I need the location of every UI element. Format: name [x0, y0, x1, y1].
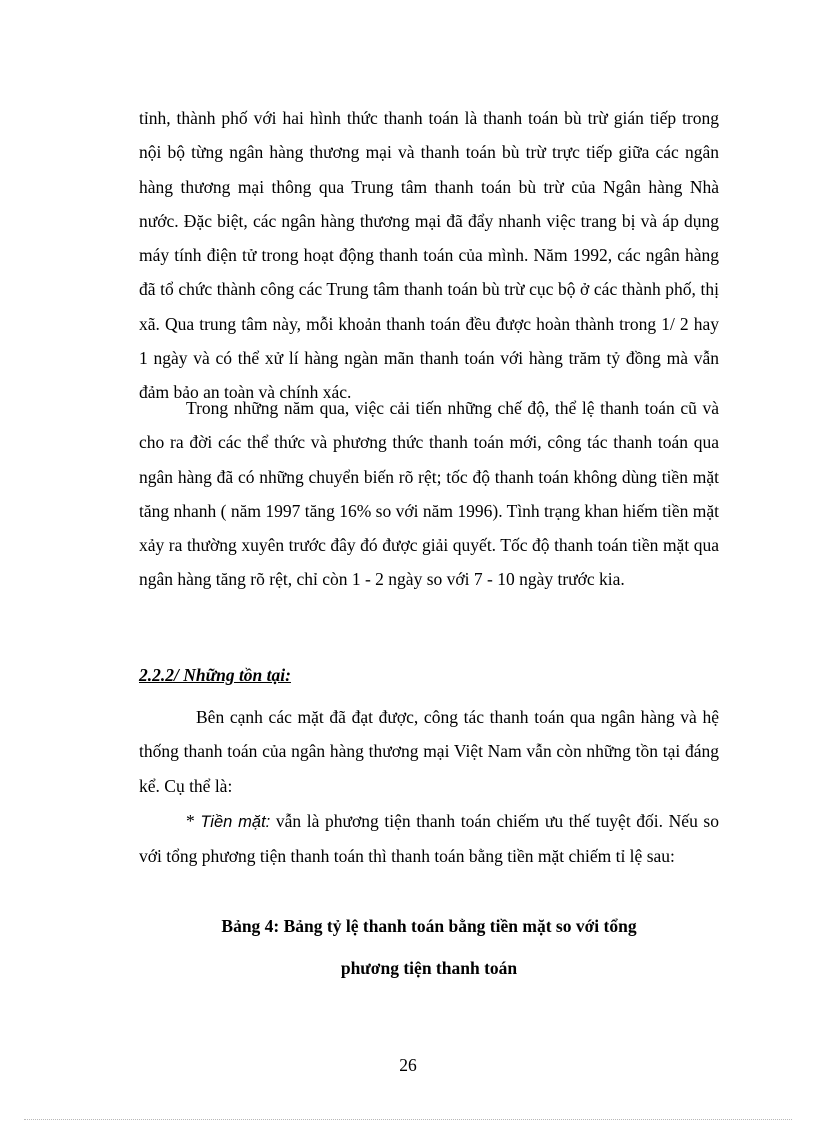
body-paragraph: Trong những năm qua, việc cải tiến những chế độ, thể lệ thanh toán cũ và cho ra đời các thể thức và phương thức thanh toán mới, công tác thanh toán qua ngân hàng đã có những chuyển biến rõ rệt; tốc độ thanh toán không dùng tiền mặt tăng nhanh ( năm 1997 tăng 16% so với năm 1996). Tình trạng khan hiếm tiền mặt xảy ra thường xuyên trước đây đó được giải quyết. Tốc độ thanh toán tiền mặt qua ngân hàng tăng rõ rệt, chỉ còn 1 - 2 ngày so với 7 - 10 ngày trước kia. [139, 398, 720, 590]
section-heading: 2.2.2/ Những tồn tại: [139, 665, 291, 685]
page-number: 26 [399, 1055, 417, 1075]
cash-label: Tiền mặt: [200, 813, 271, 831]
table-caption-line: Bảng 4: Bảng tỷ lệ thanh toán bằng tiền mặt so với tổng [221, 916, 637, 936]
body-paragraph: Bên cạnh các mặt đã đạt được, công tác thanh toán qua ngân hàng và hệ thống thanh toán của ngân hàng thương mại Việt Nam vẫn còn những tồn tại đáng kể. Cụ thể là: [139, 707, 719, 796]
page-bottom-divider [24, 1119, 792, 1120]
bullet-marker: * [186, 811, 201, 831]
body-paragraph [139, 804, 719, 874]
paragraph-text: vẫn là phương tiện thanh toán chiếm ưu thế tuyệt đối. Nếu so với tổng phương tiện thanh toán thì thanh toán bằng tiền mặt chiếm tỉ lệ sau: [139, 811, 719, 867]
table-caption-line: phương tiện thanh toán [340, 958, 518, 978]
body-paragraph: tỉnh, thành phố với hai hình thức thanh toán là thanh toán bù trừ gián tiếp trong nội bộ từng ngân hàng thương mại và thanh toán bù trừ trực tiếp giữa các ngân hàng thương mại thông qua Trung tâm thanh toán bù trừ của Ngân hàng Nhà nước. Đặc biệt, các ngân hàng thương mại đã đẩy nhanh việc trang bị và áp dụng máy tính điện tử trong hoạt động thanh toán của mình. Năm 1992, các ngân hàng đã tổ chức thành công các Trung tâm thanh toán bù trừ cục bộ ở các thành phố, thị xã. Qua trung tâm này, mỗi khoản thanh toán đều được hoàn thành trong 1/ 2 hay 1 ngày và có thể xử lí hàng ngàn mãn thanh toán với hàng trăm tỷ đồng mà vẫn đảm bảo an toàn và chính xác. [139, 108, 719, 403]
